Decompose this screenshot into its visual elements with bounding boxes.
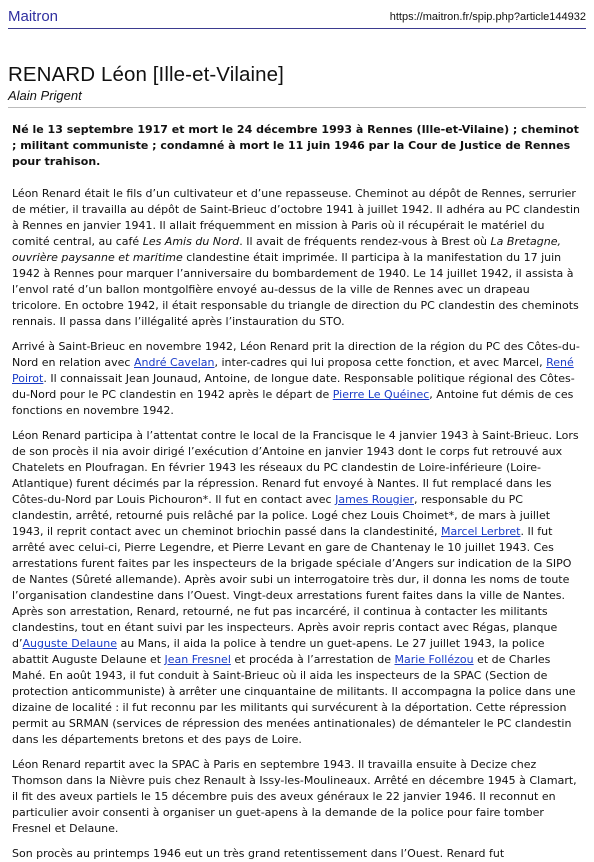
- link-james-rougier[interactable]: James Rougier: [335, 493, 414, 506]
- italic-title: La Bretagne, ouvrière paysanne et maritime: [12, 235, 562, 264]
- paragraph-4: Léon Renard repartit avec la SPAC à Paris en septembre 1943. Il travailla ensuite à Decize chez Thomson dans la Nièvre puis chez Renault à Issy-les-Moulineaux. Arrêté en décembre 1945 à Clamart, il fit des aveux partiels le 15 décembre puis des aveux généraux le 22 janvier 1946. Il reconnut en particulier avoir consenti à organiser un guet-apens à la demande de la police pour faire tomber Fresnel et Delaune.: [12, 758, 577, 835]
- text-span: . Il fut arrêté avec celui-ci, Pierre Legendre, et Pierre Levant en gare de Chantenay le 10 juillet 1943. Ces arrestations furent faites par les inspecteurs de la brigade spéciale d’Angers sur indication de la SIPO de Nantes (Sûreté allemande). Après avoir subi un interrogatoire très dur, il donna les noms de toute l’organisation clandestine dans l’Ouest. Vingt-deux arrestations furent faites dans la ville de Nantes. Après son arrestation, Renard, retourné, ne fut pas incarcéré, il continua à contacter les militants clandestins, tout en étant suivi par les inspecteurs. Après avoir repris contact avec Régas, planque d’: [12, 525, 572, 650]
- paragraph-5: Son procès au printemps 1946 eut un très grand retentissement dans l’Ouest. Renard fut: [12, 847, 505, 860]
- paragraph-3: [8, 428, 586, 748]
- text-span: Léon Renard était le fils d’un cultivateur et d’une repasseuse. Cheminot au dépôt de Rennes, serrurier de métier, il travailla au dépôt de Saint-Brieuc d’octobre 1941 à juillet 1942. Il adhéra au PC clandestin à Rennes en janvier 1941. Il allait fréquemment en mission à Paris où il récupérait le matériel du comité central, au café: [12, 187, 580, 248]
- text-span: , responsable du PC clandestin, arrêté, retourné puis relâché par la police. Logé chez Louis Choimet*, de mars à juillet 1943, il reprit contact avec un cheminot briochin passé dans la clandestinité,: [12, 493, 551, 538]
- text-span: clandestine était imprimée. Il participa à la manifestation du 17 juin 1942 à Rennes pour marquer l’anniversaire du bombardement de 1940. Le 14 juillet 1942, il assista à l’envol raté d’un ballon montgolfière envoyé au-dessus de la ville de Rennes avec un drapeau tricolore. En octobre 1942, il était responsable du triangle de direction du PC clandestin des cheminots rennais. Il passa dans l’illégalité après l’instauration du STO.: [12, 251, 579, 328]
- link-marcel-lerbret[interactable]: Marcel Lerbret: [441, 525, 521, 538]
- text-span: Arrivé à Saint-Brieuc en novembre 1942, Léon Renard prit la direction de la région du PC des Côtes-du-Nord en relation avec: [12, 340, 580, 369]
- article-summary: Né le 13 septembre 1917 et mort le 24 décembre 1993 à Rennes (Ille-et-Vilaine) ; cheminot ; militant communiste ; condamné à mort le 11 juin 1946 par la Cour de Justice de Rennes pour trahison.: [12, 123, 579, 168]
- link-andre-cavelan[interactable]: André Cavelan: [133, 356, 215, 369]
- link-auguste-delaune[interactable]: Auguste Delaune: [22, 637, 117, 650]
- link-pierre-le-queinec[interactable]: Pierre Le Quéinec: [332, 388, 430, 401]
- text-span: , Antoine fut démis de ces fonctions en novembre 1942.: [12, 388, 574, 417]
- article-author: Alain Prigent: [8, 88, 586, 108]
- site-logo-link[interactable]: Maitron: [8, 8, 59, 25]
- link-jean-fresnel[interactable]: Jean Fresnel: [164, 653, 231, 666]
- italic-title: Les Amis du Nord: [142, 235, 240, 248]
- text-span: . Il avait de fréquents rendez-vous à Brest où: [239, 235, 491, 248]
- text-span: , inter-cadres qui lui proposa cette fonction, et avec Marcel,: [214, 356, 547, 369]
- article-title: RENARD Léon [Ille-et-Vilaine]: [8, 63, 284, 86]
- text-span: . Il connaissait Jean Jounaud, Antoine, de longue date. Responsable politique régional des Côtes-du-Nord pour le PC clandestin en 1942 après le départ de: [12, 372, 575, 401]
- text-span: Léon Renard participa à l’attentat contre le local de la Francisque le 4 janvier 1943 à Saint-Brieuc. Lors de son procès il nia avoir dirigé l’exécution d’Antoine en janvier 1943 dont le corps fut retrouvé aux Chatelets en Ploufragan. En février 1943 les réseaux du PC clandestin de Loire-inférieure (Loire-Atlantique) furent décimés par la répression. Renard fut envoyé à Nantes. Il fut remplacé dans les Côtes-du-Nord par Louis Pichouron*. Il fut en contact avec: [12, 429, 579, 506]
- paragraph-2: [8, 339, 586, 419]
- link-rene-poirot[interactable]: René Poirot: [12, 356, 574, 385]
- article-body: [8, 186, 586, 862]
- site-header: [8, 0, 586, 29]
- text-span: au Mans, il aida la police à tendre un guet-apens. Le 27 juillet 1943, la police abattit Auguste Delaune et: [12, 637, 545, 666]
- paragraph-1: [8, 186, 586, 330]
- text-span: et de Charles Mahé. En août 1943, il fut conduit à Saint-Brieuc où il aida les inspecteurs de la SPAC (Section de protection anticommuniste) à arrêter une cinquantaine de militants. Il accompagna la police dans une dizaine de localité : il fut reconnu par les militants qui survécurent à la déportation. Cette répression permit au SRMAN (services de répression des menées antinationales) de démanteler le PC clandestin dans les départements bretons et des pays de Loire.: [12, 653, 576, 746]
- link-marie-follezou[interactable]: Marie Follézou: [394, 653, 474, 666]
- article: [0, 63, 594, 862]
- page-url: https://maitron.fr/spip.php?article144932: [389, 11, 586, 23]
- text-span: et procéda à l’arrestation de: [230, 653, 395, 666]
